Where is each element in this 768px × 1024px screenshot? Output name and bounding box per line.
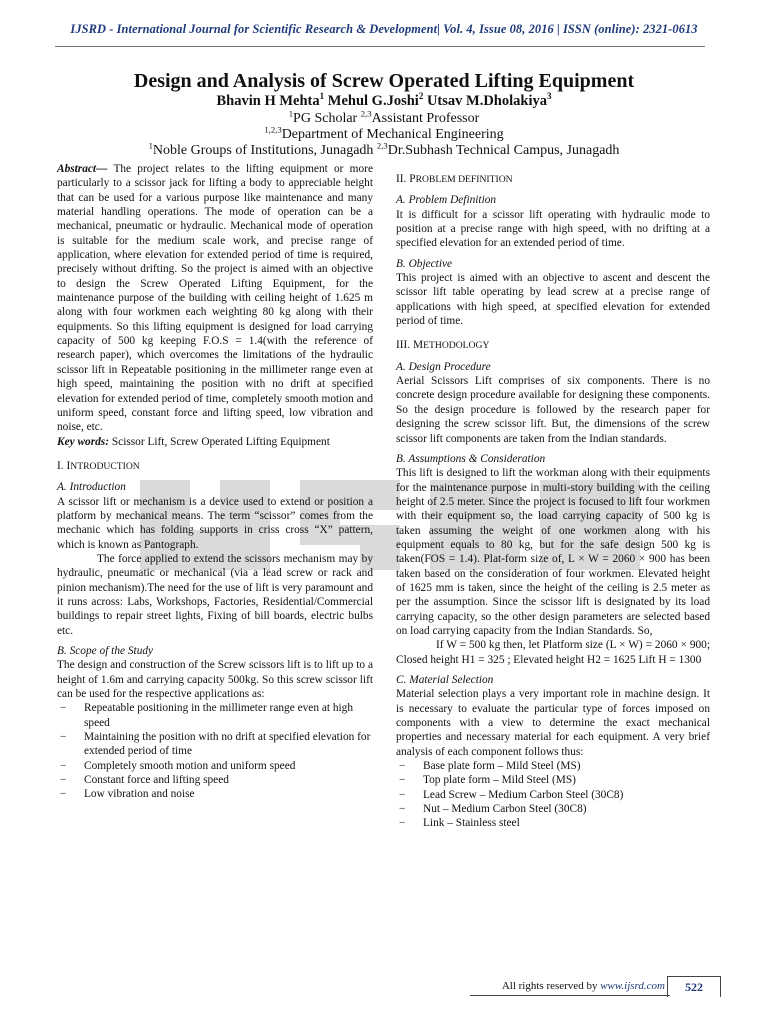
author-name: Utsav M.Dholakiya [426,93,547,109]
footer-rights [470,980,665,992]
author-mark: 2 [418,91,424,102]
subsection-heading: B. Objective [396,257,453,270]
section-heading-introduction [57,459,373,474]
list-item: − Constant force and lifting speed [57,773,373,787]
abstract-label: Abstract— [57,163,108,175]
subsection-heading: A. Design Procedure [396,360,491,373]
section-number: I. [57,459,64,472]
section-rest: ETHODOLOGY [423,340,490,352]
paragraph: If W = 500 kg then, let Platform size (L × W) = 2060 × 900; Closed height H1 = 325 ; Elevated height H2 = 1625 Lift H = 1300 [396,639,710,666]
aff-mark: 1,2,3 [264,124,282,135]
author-name: Bhavin H Mehta [216,93,320,109]
list-item: − Lead Screw – Medium Carbon Steel (30C8) [396,788,710,802]
header-rule [55,46,705,47]
paragraph: Aerial Scissors Lift comprises of six components. There is no concrete design procedure available for designing these components. So the design procedure is followed by the research paper for designing the screw scissor lift. But, the dimensions of the screw scissor lift components are taken from the Indian standards. [396,375,710,445]
aff-mark: 2,3 [376,140,388,151]
section-rest: NTRODUCTION [70,460,140,472]
paragraph: The design and construction of the Screw scissors lift is to lift up to a height of 1.6m and carrying capacity 500kg. So this screw scissor lift can be used for the respective applications as: [57,659,373,701]
paper-title: Design and Analysis of Screw Operated Lifting Equipment [133,70,635,92]
list-item: − Top plate form – Mild Steel (MS) [396,773,710,787]
list-item: − Link – Stainless steel [396,816,710,830]
paragraph: The force applied to extend the scissors mechanism may by hydraulic, pneumatic or mechanical (via a lead screw or rack and pinion mechanism).The need for the use of lift is very paramount and it runs across: Labs, Workshops, Factories, Residential/Commercial buildings to repair street lights, Fixing of bill boards, electric bulbs etc. [57,552,373,637]
paragraph: This project is aimed with an objective to ascent and descent the scissor lift table operating by lead screw at a precise range of applications with high speed, at specified elevation for extended period of time. [396,272,710,328]
list-item: − Completely smooth motion and uniform speed [57,759,373,773]
section-rest: ROBLEM DEFINITION [415,174,513,185]
author-mark: 1 [319,91,325,102]
journal-header: IJSRD - International Journal for Scientific Research & Development| Vol. 4, Issue 08, 2016 | ISSN (online): 2321-0613 [70,22,698,36]
scope-list [57,701,373,801]
subsection-heading: B. Scope of the Study [57,645,154,657]
abstract-text: The project relates to the lifting equipment or more particularly to a scissor jack for lifting a body to appreciable height that can be used for a various purpose like maintenance and many material handling operations. The mode of operation can be a mechanical, pneumatic or hydraulic. Mechanical mode of operation is suitable for the medium scale work, and precise range of application, where elevation for extended period of time is required, precisely without drifting. So the project is aimed with an objective to design the Screw Operated Lifting Equipment, for the maintenance purpose of the building with ceiling height of 1.625 m along with four workmen each weighting 80 kg along with their equipments. So this lifting equipment is designed for load carrying capacity of 500 kg keeping F.O.S = 1.4(with the reference of research paper), which overcomes the limitations of the hydraulic scissor lift in Repeatable positioning in the millimeter range even at high speed, maintaining the position with no drift at specified elevation for extended period of time, completely smooth motion and uniform speed, constant force and lifting speed, low vibration and noise, etc. [57,163,373,434]
paragraph: This lift is designed to lift the workman along with their equipments for the maintenance purpose in multi-story building with the ceiling height of 2.5 meter. Since the project is focused to lift four workmen with their equipment so, the load carrying capacity of 500 kg is taken assuming the weight of one workmen along with his equipment equals to 80 kg, but for the safe design 500 kg is taken(FOS = 1.4). Plat-form size of, L × W = 2060 × 900 has been taken based on the consideration of four workmen. Elevated height of 1625 mm is taken, since the height of the ceiling is 2.5 meter as per the assumption. Since the scissor lift is designated by its load carrying capacity, so the other design parameters are selected based on load carrying capacity from the Indian Standards. So, [396,467,710,637]
material-list [396,759,710,831]
keywords [57,435,373,449]
aff-text: Noble Groups of Institutions, Junagadh [152,143,374,158]
page-number: 522 [667,976,721,997]
rights-text: All rights reserved by [501,980,598,992]
aff-mark: 2,3 [360,108,372,119]
affiliation-line-1 [0,108,768,127]
section-heading-problem-definition [396,172,710,187]
paragraph: It is difficult for a scissor lift operating with hydraulic mode to position at a precise range with high speed, with no drifting at a specified elevation for an extended period of time. [396,208,710,250]
list-item: − Repeatable positioning in the millimeter range even at high speed [57,701,373,730]
subsection-heading: C. Material Selection [396,674,494,686]
footer-site-link[interactable]: www.ijsrd.com [600,980,665,992]
aff-text: PG Scholar [293,111,358,126]
paragraph: A scissor lift or mechanism is a device used to extend or position a platform by mechanical means. The term “scissor” comes from the mechanic which has folding supports in criss cross “X” pattern, which is known as Pantograph. [57,495,373,551]
list-item: − Base plate form – Mild Steel (MS) [396,759,710,773]
section-initial: M [413,339,424,352]
subsection-heading: B. Assumptions & Consideration [396,452,546,465]
footer-rule [470,995,670,996]
paragraph: Material selection plays a very important role in machine design. It is necessary to evaluate the particular type of forces imposed on components with a view to determine the exact mechanical properties and necessary material for each equipment. A very brief analysis of each component follows thus: [396,688,710,758]
list-item: − Maintaining the position with no drift at specified elevation for extended period of time [57,730,373,759]
keywords-text: Scissor Lift, Screw Operated Lifting Equipment [111,435,330,448]
aff-text: Department of Mechanical Engineering [281,127,504,142]
subsection-heading: A. Introduction [57,481,126,494]
affiliation-line-3 [0,140,768,159]
section-heading-methodology [396,338,710,353]
list-item: − Nut – Medium Carbon Steel (30C8) [396,802,710,816]
list-item: − Low vibration and noise [57,787,373,801]
aff-mark: 1 [288,108,294,119]
subsection-heading: A. Problem Definition [396,194,497,207]
aff-mark: 1 [148,140,153,151]
author-line [0,93,768,110]
section-number: II. [396,173,407,185]
section-number: III. [396,339,411,352]
abstract [57,162,373,435]
section-initial: P [409,173,416,185]
left-column [57,162,373,802]
aff-text: Assistant Professor [371,111,480,126]
aff-text: Dr.Subhash Technical Campus, Junagadh [387,143,620,158]
author-mark: 3 [546,91,552,102]
author-name: Mehul G.Joshi [327,93,419,109]
keywords-label: Key words: [57,435,109,448]
right-column [396,162,710,831]
section-initial: I [66,459,71,472]
